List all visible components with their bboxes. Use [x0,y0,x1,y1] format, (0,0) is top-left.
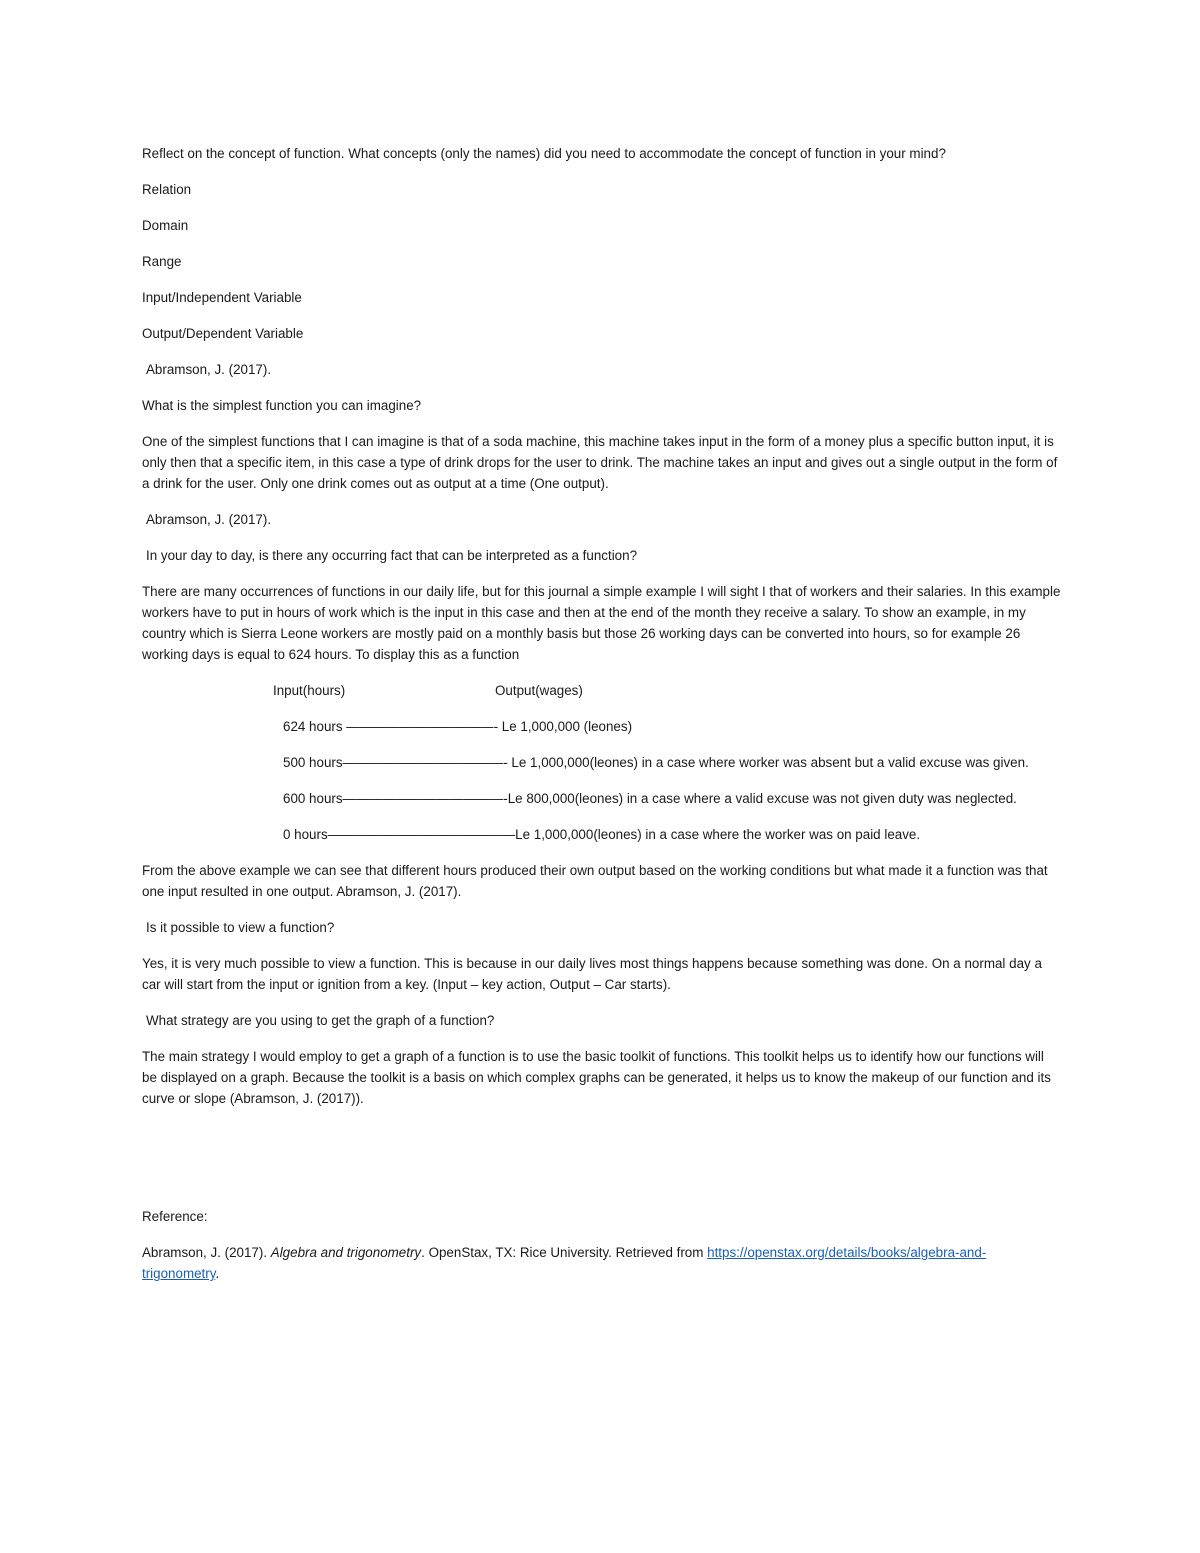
answer-3: There are many occurrences of functions in our daily life, but for this journal a simple example I will sight I that of workers and their salaries. In this example workers have to put in hours of work which is the input in this case and then at the end of the month they receive a salary. To show an example, in my country which is Sierra Leone workers are mostly paid on a monthly basis but those 26 working days can be converted into hours, so for example 26 working days is equal to 624 hours. To display this as a function [142,584,1061,662]
question-3: In your day to day, is there any occurring fact that can be interpreted as a function? [146,548,638,563]
reference-publisher: . OpenStax, TX: Rice University. Retrieved from [421,1245,708,1260]
reference-heading: Reference: [142,1209,208,1224]
answer-3-conclusion: From the above example we can see that different hours produced their own output based on the working conditions but what made it a function was that one input resulted in one output. Abramson, J. (2017). [142,863,1048,899]
concept-relation: Relation [142,182,192,197]
function-table-header [142,680,1062,701]
concept-input: Input/Independent Variable [142,290,302,305]
concept-range: Range [142,254,182,269]
reference-end: . [215,1266,220,1281]
document-page [142,143,1062,1299]
output-header: Output(wages) [495,683,583,698]
reference-title: Algebra and trigonometry [270,1245,422,1260]
concept-domain: Domain [142,218,189,233]
concept-output: Output/Dependent Variable [142,326,304,341]
mapping-row-500: 500 hours————————————- Le 1,000,000(leones) in a case where worker was absent but a valid excuse was given. [283,755,1029,770]
mapping-row-0: 0 hours——————————————Le 1,000,000(leones) in a case where the worker was on paid leave. [283,827,921,842]
mapping-row-624: 624 hours ———————————- Le 1,000,000 (leones) [283,719,633,734]
answer-4: Yes, it is very much possible to view a function. This is because in our daily lives most things happens because something was done. On a normal day a car will start from the input or ignition from a key. (Input – key action, Output – Car starts). [142,956,1042,992]
answer-5: The main strategy I would employ to get a graph of a function is to use the basic toolkit of functions. This toolkit helps us to identify how our functions will be displayed on a graph. Because the toolkit is a basis on which complex graphs can be generated, it helps us to know the makeup of our function and its curve or slope (Abramson, J. (2017)). [142,1049,1051,1106]
citation-1: Abramson, J. (2017). [146,362,272,377]
citation-2: Abramson, J. (2017). [146,512,272,527]
input-header: Input(hours) [273,683,346,698]
question-1: Reflect on the concept of function. What concepts (only the names) did you need to accommodate the concept of function in your mind? [142,146,946,161]
mapping-row-600: 600 hours————————————-Le 800,000(leones) in a case where a valid excuse was not given duty was neglected. [283,791,1017,806]
reference-author-year: Abramson, J. (2017). [142,1245,271,1260]
question-4: Is it possible to view a function? [146,920,335,935]
reference-entry [142,1242,1062,1284]
answer-2: One of the simplest functions that I can imagine is that of a soda machine, this machine takes input in the form of a money plus a specific button input, it is only then that a specific item, in this case a type of drink drops for the user to drink. The machine takes an input and gives out a single output in the form of a drink for the user. Only one drink comes out as output at a time (One output). [142,434,1058,491]
question-5: What strategy are you using to get the graph of a function? [146,1013,495,1028]
spacer [142,1124,1062,1206]
reference-link[interactable]: https://openstax.org/details/books/algebra-and-trigonometry [142,1245,987,1281]
question-2: What is the simplest function you can imagine? [142,398,422,413]
